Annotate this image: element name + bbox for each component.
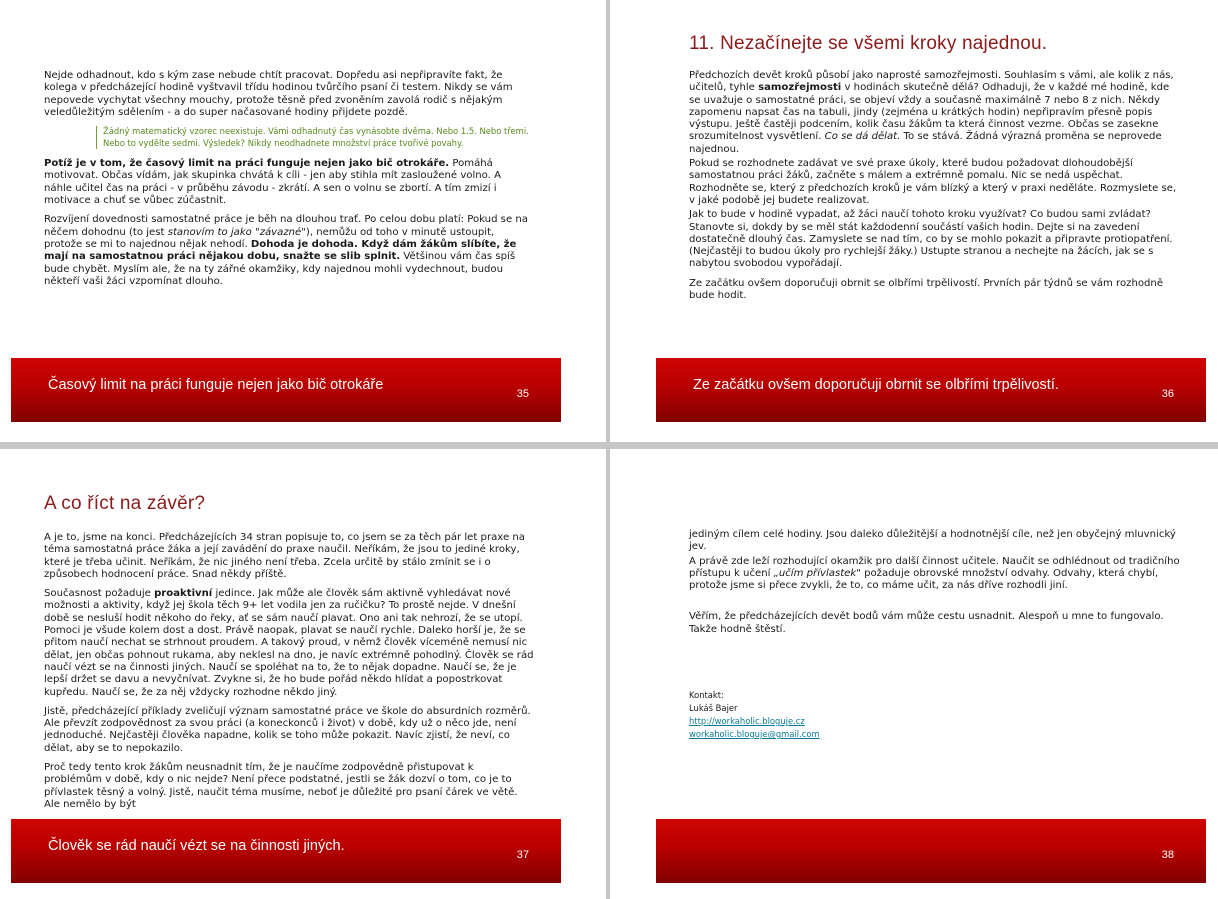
banner-text: Ze začátku ovšem doporučuji obrnit se olbřími trpělivostí. <box>693 377 1059 393</box>
contact-block <box>689 689 820 741</box>
paragraph <box>689 556 1183 593</box>
page-37 <box>0 449 606 899</box>
italic-text: Co se dá dělat. <box>824 131 901 143</box>
text-run: ), nemůžu od toho v minutě ustoupit, protože se mi to najednou nějak nehodí. <box>44 226 495 250</box>
paragraph <box>44 214 532 288</box>
paragraph: Věřím, že předcházejících devět bodů vám může cestu usnadnit. Alespoň u mne to fungovalo. Takže hodně štěstí. <box>689 611 1164 635</box>
page-37-body <box>44 532 534 818</box>
bold-text: Dohoda je dohoda. Když dám žákům slíbíte, že mají na samostatnou práci nějakou dobu, snažte se slib splnit. <box>44 238 517 263</box>
contact-web-link[interactable]: http://workaholic.bloguje.cz <box>689 716 805 726</box>
italic-text: stanovím to jako "závazné" <box>167 226 306 238</box>
text-run: Předchozích devět kroků působí jako naprosté samozřejmosti. Souhlasím s vámi, ale kolik z nás, učitelů, tyhle <box>689 70 1174 94</box>
contact-name: Lukáš Bajer <box>689 703 738 713</box>
paragraph: Pokud se rozhodnete zadávat ve své praxe úkoly, které budou požadovat dlohoudobější samostatnou práci žáků, začněte s málem a extrémně pomalu. Nic se nedá uspěchat. Rozhodněte se, který z předchozích kroků je vám blízký a který v praxi neděláte. Rozmyslete se, v jaké podobě jej budete realizovat. <box>689 158 1177 206</box>
paragraph <box>689 70 1183 156</box>
paragraph: Jak to bude v hodině vypadat, až žáci naučí tohoto kroku využívat? Co budou sami zvládat? Stanovte si, dokdy by se měl stát každodenní součástí vašich hodin. Dejte si na zavedení dostatečně dlouhý čas. Zamyslete se nad tím, co by se mohlo pokazit a připravte protiopatření. (Nejčastěji to budou úkoly pro rychlejší žáky.) Ustupte stranou a nechejte na žácích, jak se s nabytou svobodou vypořádají. <box>689 209 1173 270</box>
banner-text: Člověk se rád naučí vézt se na činnosti jiných. <box>48 838 345 854</box>
page-banner <box>656 358 1206 422</box>
text-run: A právě zde leží rozhodující okamžik pro další činnost učitele. Naučit se odhlédnout od tradičního přístupu k učení <box>689 555 1180 579</box>
page-number: 35 <box>516 388 529 400</box>
page-38-body <box>689 529 1183 643</box>
paragraph <box>44 588 534 699</box>
page-title: 11. Nezačínejte se všemi kroky najednou. <box>689 33 1048 54</box>
page-banner <box>11 819 561 883</box>
bold-text: samozřejmosti <box>758 82 842 94</box>
margin-quote: Žádný matematický vzorec neexistuje. Vámi odhadnutý čas vynásobte dvěma. Nebo 1.5. Nebo třemi. Nebo to vydělte sedmi. Výsledek? Nikdy neodhadnete množství práce tvořivé povahy. <box>96 126 532 149</box>
contact-email-link[interactable]: workaholic.bloguje@gmail.com <box>689 729 820 739</box>
text-run: Současnost požaduje <box>44 588 155 600</box>
page-number: 38 <box>1161 849 1174 861</box>
text-run: Většinou vám čas spíš bude chybět. Myslím ale, že na ty zářné okamžiky, kdy najednou mohli vydechnout, budou někteří vaši žáci vzpomínat dlouho. <box>44 251 516 287</box>
paragraph: Proč tedy tento krok žákům neusnadnit tím, že je naučíme zodpovědně přistupovat k problémům v době, kdy o nic nejde? Není přece podstatné, jestli se žák dozví o tom, co je to přívlastek těsný a volný. Jistě, naučit téma musíme, neboť je důležité pro psaní čárek ve větě. Ale nemělo by být <box>44 762 518 810</box>
page-35 <box>0 0 606 442</box>
bold-text: Potíž je v tom, že časový limit na práci funguje nejen jako bič otrokáře. <box>44 158 450 170</box>
paragraph <box>44 158 532 207</box>
paragraph: Nejde odhadnout, kdo s kým zase nebude chtít pracovat. Dopředu asi nepřipravíte fakt, že kolega v předcházející hodině vyštvavil třídu hodinou tvůrčího psaní či testem. Nikdy se vám nepovede vychytat všechny mouchy, protože těsně před zvoněním zavolá rodič s nějakým veledůležitým sdělením - a do super načasované hodiny přijdete pozdě. <box>44 70 513 118</box>
text-run: v hodinách skutečně dělá? Odhaduji, že v každé mé hodině, kde se uvažuje o samostatné práci, se objeví vždy a současně maximálně 7 nebo 8 z nich. Někdy zapomenu napsat čas na tabuli, jindy (zejména u krátkých hodin) nepřipravím přesně popis výstupu. Ještě častěji podcením, kolik času žákům ta která činnost vezme. Občas se zasekne srozumitelnost vysvětlení. <box>689 82 1170 143</box>
page-35-body <box>44 70 532 295</box>
page-36 <box>610 0 1218 442</box>
page-38 <box>610 449 1218 899</box>
text-run: jedince. Jak může ale člověk sám aktivně vyhledávat nové možnosti a aktivity, když jej škola těch 9+ let vodila jen za ručičku? To prostě nejde. V dnešní době se nesluší hodit někoho do řeky, ať se sám naučí plavat. Ono ani tak nehrozí, že se utopí. Pomoci je všude kolem dost a dost. Právě naopak, plavat se naučí rychle. Daleko horší je, že se přitom naučí nechat se strhnout proudem. A takový proud, v němž člověk víceméně nemusí nic dělat, jen občas pohnout rukama, aby neklesl na dno, je navíc extrémně pohodlný. Člověk se rád naučí vézt se na činnosti jiných. Naučí se spoléhat na to, že to nějak dopadne. Naučí se, že je lepší držet se davu a nevyčnívat. Zvykne si, že ho bude pořád někdo hlídat a popostrkovat kupředu. Naučí se, že za něj vždycky rozhodne někdo jiný. <box>44 588 534 698</box>
bold-text: proaktivní <box>154 588 213 600</box>
paragraph: Jistě, předcházející příklady zveličují význam samostatné práce ve škole do absurdních rozměrů. Ale převzít zodpovědnost za svou práci (a koneckonců i život) v době, kdy už o něco jde, není jednoduché. Nejčastěji člověka napadne, kolik se toho může pokazit. Navíc zjistí, že neví, co dělat, aby se to nepokazilo. <box>44 705 531 754</box>
italic-text: „učím přívlastek" <box>773 567 861 579</box>
text-run: Pomáhá motivovat. Občas vídám, jak skupinka chvátá k cíli - jen aby stihla mít zasloužené volno. A náhle učitel čas na práci - v průběhu závodu - zkrátí. A sen o volnu se zbortí. A tím zmizí i motivace a chuť se vůbec zúčastnit. <box>44 158 501 207</box>
page-number: 37 <box>516 849 529 861</box>
page-number: 36 <box>1161 388 1174 400</box>
text-run: Rozvíjení dovednosti samostatné práce je běh na dlouhou trať. Po celou dobu platí: Pokud se na něčem dohodnu (to jest <box>44 214 528 238</box>
page-banner <box>656 819 1206 883</box>
paragraph: A je to, jsme na konci. Předcházejících 34 stran popisuje to, co jsem se za těch pár let praxe na téma samostatná práce žáka a její zavádění do praxe naučil. Neříkám, že jsou to jediné kroky, které je třeba učinit. Neříkám, že nic jiného není třeba. Zcela určitě by stálo zmínit se i o způsobech hodnocení práce. Snad někdy příště. <box>44 532 525 580</box>
page-title: A co říct na závěr? <box>44 493 206 514</box>
paragraph: Ze začátku ovšem doporučuji obrnit se olbřími trpělivostí. Prvních pár týdnů se vám rozhodně bude hodit. <box>689 277 1164 302</box>
page-36-body <box>689 70 1183 309</box>
text-run: To se stává. Žádná výrazná proměna se neprovede najednou. <box>689 131 1162 155</box>
contact-label: Kontakt: <box>689 690 724 700</box>
page-banner <box>11 358 561 422</box>
paragraph: jediným cílem celé hodiny. Jsou daleko důležitější a hodnotnější cíle, než jen obyčejný mluvnický jev. <box>689 529 1176 553</box>
text-run: požaduje obrovské množství odvahy. Odvahy, která chybí, protože jsme si přece zvykli, že to, co máme učit, za nás dříve rozhodli jiní. <box>689 567 1159 592</box>
banner-text: Časový limit na práci funguje nejen jako bič otrokáře <box>48 377 384 393</box>
